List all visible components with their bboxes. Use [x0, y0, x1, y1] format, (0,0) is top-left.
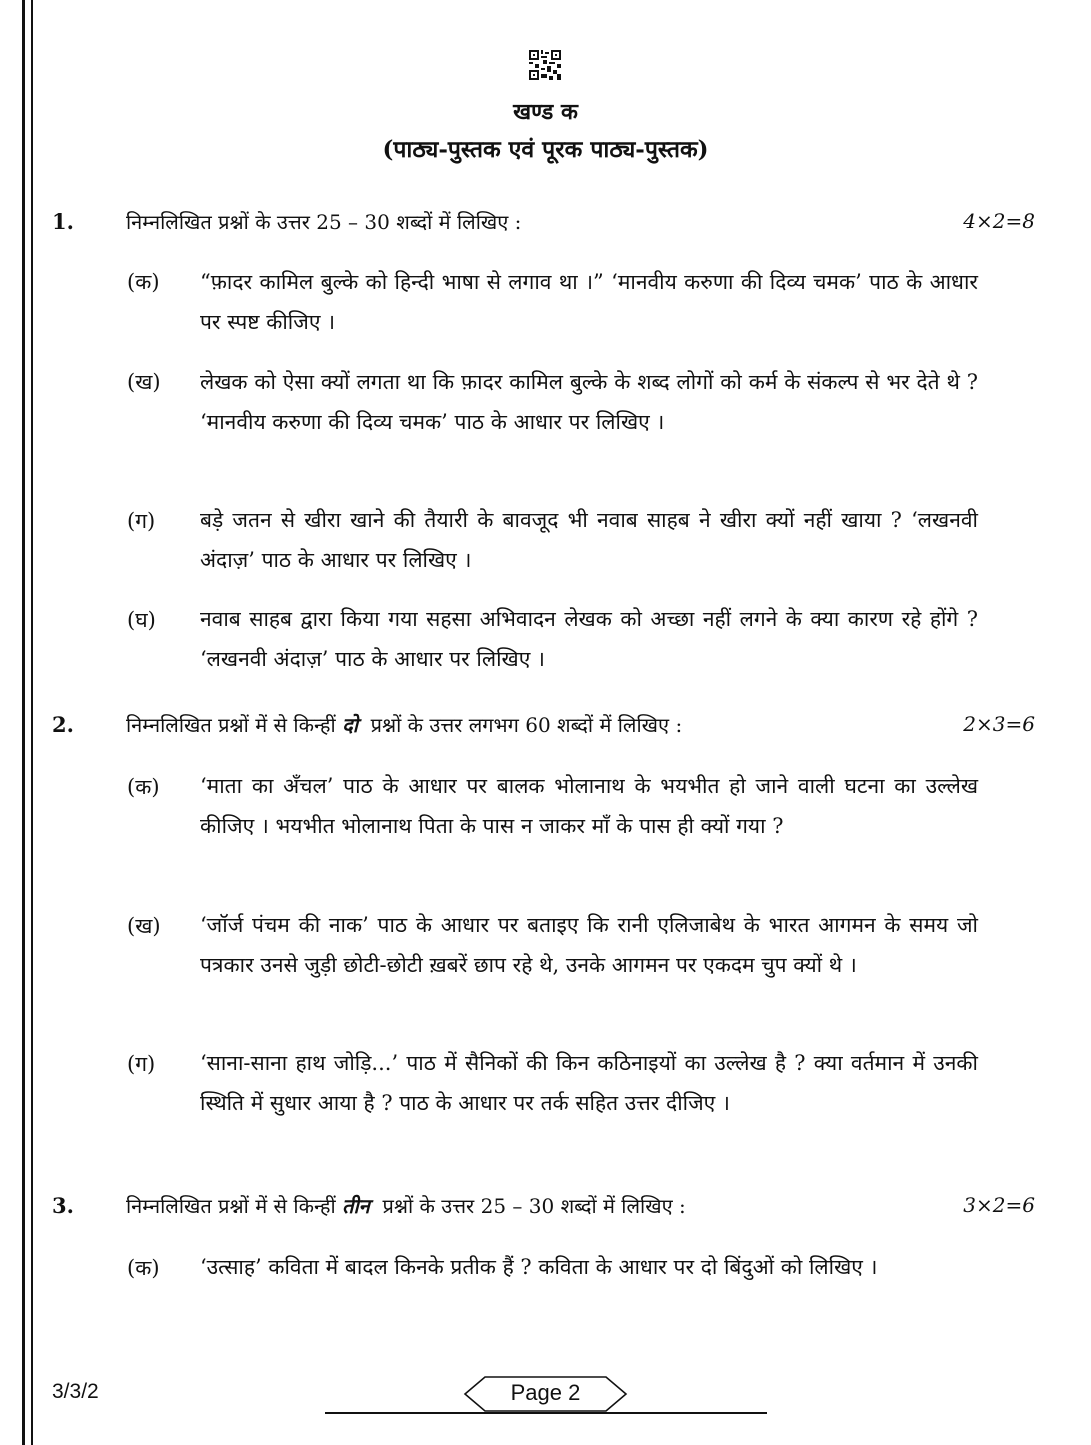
question-number: 2. — [52, 712, 74, 737]
part-text: नवाब साहब द्वारा किया गया सहसा अभिवादन लेखक को अच्छा नहीं लगने के क्या कारण रहे होंगे ? ‘लखनवी अंदाज़’ पाठ के आधार पर लिखिए । — [200, 607, 978, 671]
section-title: खण्ड क — [513, 99, 578, 125]
part-label: (ग) — [127, 509, 156, 533]
part-text: बड़े जतन से खीरा खाने की तैयारी के बावजूद भी नवाब साहब ने खीरा क्यों नहीं खाया ? ‘लखनवी अंदाज़’ पाठ के आधार पर लिखिए । — [200, 508, 978, 572]
part-text: लेखक को ऐसा क्यों लगता था कि फ़ादर कामिल बुल्के के शब्द लोगों को कर्म के संकल्प से भर देते थे ? ‘मानवीय करुणा की दिव्य चमक’ पाठ के आधार पर लिखिए । — [200, 370, 978, 434]
question-number: 3. — [52, 1193, 74, 1218]
emphasis-word: दो — [342, 713, 358, 737]
part-text: ‘उत्साह’ कविता में बादल किनके प्रतीक हैं ? कविता के आधार पर दो बिंदुओं को लिखिए । — [200, 1255, 878, 1279]
paper-code: 3/3/2 — [52, 1380, 99, 1403]
question-number: 1. — [52, 209, 74, 234]
part-label: (ग) — [127, 1052, 156, 1076]
part-label: (क) — [127, 270, 160, 294]
qr-code-icon — [529, 50, 561, 80]
question-marks: 2×3=6 — [963, 712, 1035, 736]
footer-rule — [325, 1412, 767, 1414]
part-text: ‘जॉर्ज पंचम की नाक’ पाठ के आधार पर बताइए कि रानी एलिजाबेथ के भारत आगमन के समय जो पत्रकार उनसे जुड़ी छोटी-छोटी ख़बरें छाप रहे थे, उनके आगमन पर एकदम चुप क्यों थे । — [200, 913, 978, 977]
question-instruction: निम्नलिखित प्रश्नों में से किन्हीं दो प्रश्नों के उत्तर लगभग 60 शब्दों में लिखिए : — [126, 713, 683, 737]
part-label: (घ) — [127, 608, 156, 632]
part-label: (क) — [127, 775, 160, 799]
part-label: (ख) — [127, 914, 161, 938]
question-instruction: निम्नलिखित प्रश्नों के उत्तर 25 – 30 शब्दों में लिखिए : — [126, 210, 522, 234]
question-marks: 4×2=8 — [963, 209, 1035, 233]
part-text: “फ़ादर कामिल बुल्के को हिन्दी भाषा से लगाव था ।” ‘मानवीय करुणा की दिव्य चमक’ पाठ के आधार पर स्पष्ट कीजिए । — [200, 270, 978, 334]
margin-rule — [22, 0, 38, 1445]
page-number-badge — [463, 1376, 628, 1412]
part-text: ‘साना-साना हाथ जोड़ि...’ पाठ में सैनिकों की किन कठिनाइयों का उल्लेख है ? क्या वर्तमान में उनकी स्थिति में सुधार आया है ? पाठ के आधार पर तर्क सहित उत्तर दीजिए । — [200, 1051, 978, 1115]
part-label: (ख) — [127, 370, 161, 394]
page-number: Page 2 — [510, 1380, 581, 1405]
question-instruction: निम्नलिखित प्रश्नों में से किन्हीं तीन प्रश्नों के उत्तर 25 – 30 शब्दों में लिखिए : — [126, 1194, 686, 1218]
emphasis-word: तीन — [342, 1194, 370, 1218]
question-marks: 3×2=6 — [963, 1193, 1035, 1217]
part-label: (क) — [127, 1256, 160, 1280]
section-subtitle: (पाठ्य-पुस्तक एवं पूरक पाठ्य-पुस्तक) — [382, 136, 709, 163]
part-text: ‘माता का अँचल’ पाठ के आधार पर बालक भोलानाथ के भयभीत हो जाने वाली घटना का उल्लेख कीजिए । भयभीत भोलानाथ पिता के पास न जाकर माँ के पास ही क्यों गया ? — [200, 774, 978, 838]
